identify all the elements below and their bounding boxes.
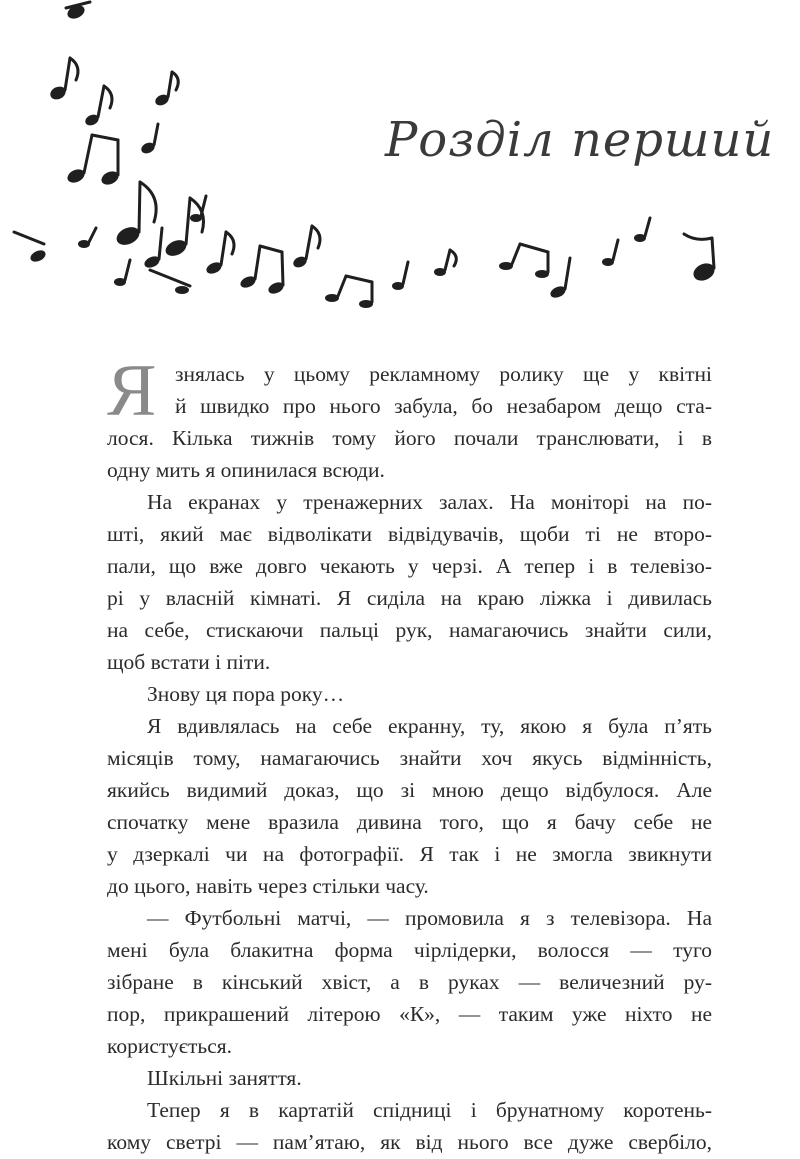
music-note-icon bbox=[114, 260, 130, 286]
music-note-icon bbox=[325, 276, 373, 308]
music-note-icon bbox=[602, 240, 618, 266]
text-line: Знову ця пора року… bbox=[147, 682, 345, 706]
text-line: рі у власній кімнаті. Я сиділа на краю ліжка і дивилась bbox=[107, 586, 712, 610]
text-line: Я вдивлялась на себе екранну, ту, якою я була п’ять bbox=[147, 714, 712, 738]
music-note-icon bbox=[392, 262, 408, 290]
text-line: пор, прикрашений літерою «К», — таким уже ніхто не bbox=[107, 1002, 712, 1026]
text-line: — Футбольні матчі, — промовила я з телевізора. На bbox=[147, 906, 712, 930]
text-line: користується. bbox=[107, 1034, 233, 1058]
text-line: у дзеркалі чи на фотографії. Я так і не змогла звикнути bbox=[107, 842, 712, 866]
music-note-icon bbox=[84, 86, 112, 127]
text-line: Тепер я в картатій спідниці і брунатному коротень- bbox=[147, 1098, 712, 1122]
text-line: лося. Кілька тижнів тому його почали транслювати, і в bbox=[107, 426, 712, 450]
music-note-icon bbox=[634, 218, 650, 242]
drop-cap: Я bbox=[107, 350, 157, 432]
music-note-icon bbox=[499, 244, 549, 278]
music-note-icon bbox=[154, 72, 179, 107]
text-line: місяців тому, намагаючись знайти хоч якусь відмінність, bbox=[107, 746, 712, 770]
music-note-icon bbox=[114, 182, 156, 248]
music-note-icon bbox=[143, 228, 162, 270]
text-line: зібране в кінський хвіст, а в руках — величезний ру- bbox=[107, 970, 712, 994]
text-line: мені була блакитна форма чірлідерки, волосся — туго bbox=[107, 938, 712, 962]
music-note-icon bbox=[150, 270, 190, 294]
text-line: на себе, стискаючи пальці рук, намагаючись знайти сили, bbox=[107, 618, 712, 642]
text-line: й швидко про нього забула, бо незабаром дещо ста- bbox=[175, 394, 712, 418]
text-line: якийсь видимий доказ, що зі мною дещо відбулося. Але bbox=[107, 778, 712, 802]
chapter-title: Розділ перший bbox=[385, 112, 775, 168]
music-note-icon bbox=[78, 228, 96, 248]
music-note-icon bbox=[163, 198, 203, 259]
music-note-icon bbox=[48, 58, 78, 102]
music-note-icon bbox=[14, 232, 47, 264]
music-note-icon bbox=[292, 226, 320, 269]
chapter-text bbox=[107, 350, 712, 1158]
music-note-icon bbox=[205, 232, 234, 276]
music-note-icon bbox=[239, 246, 286, 296]
text-line: шті, який має відволікати відвідувачів, щоби ті не второ- bbox=[107, 522, 712, 546]
music-note-icon bbox=[684, 234, 717, 284]
music-note-icon bbox=[65, 2, 90, 21]
text-line: Шкільні заняття. bbox=[147, 1066, 302, 1090]
text-line: спочатку мене вразила дивина того, що я бачу себе не bbox=[107, 810, 712, 834]
music-note-icon bbox=[549, 258, 570, 300]
text-line: кому светрі — пам’ятаю, як від нього все дуже свербіло, bbox=[107, 1130, 712, 1154]
text-line: пали, що вже довго чекають у черзі. А тепер і в телевізо- bbox=[107, 554, 712, 578]
music-note-icon bbox=[140, 124, 158, 155]
text-line: одну мить я опинилася всюди. bbox=[107, 458, 385, 482]
music-note-icon bbox=[65, 135, 120, 187]
text-line: до цього, навіть через стільки часу. bbox=[107, 874, 429, 898]
music-note-icon bbox=[434, 250, 456, 276]
text-line: знялась у цьому рекламному ролику ще у квітні bbox=[175, 362, 712, 386]
text-line: щоб встати і піти. bbox=[107, 650, 271, 674]
text-line: На екранах у тренажерних залах. На моніторі на по- bbox=[147, 490, 712, 514]
